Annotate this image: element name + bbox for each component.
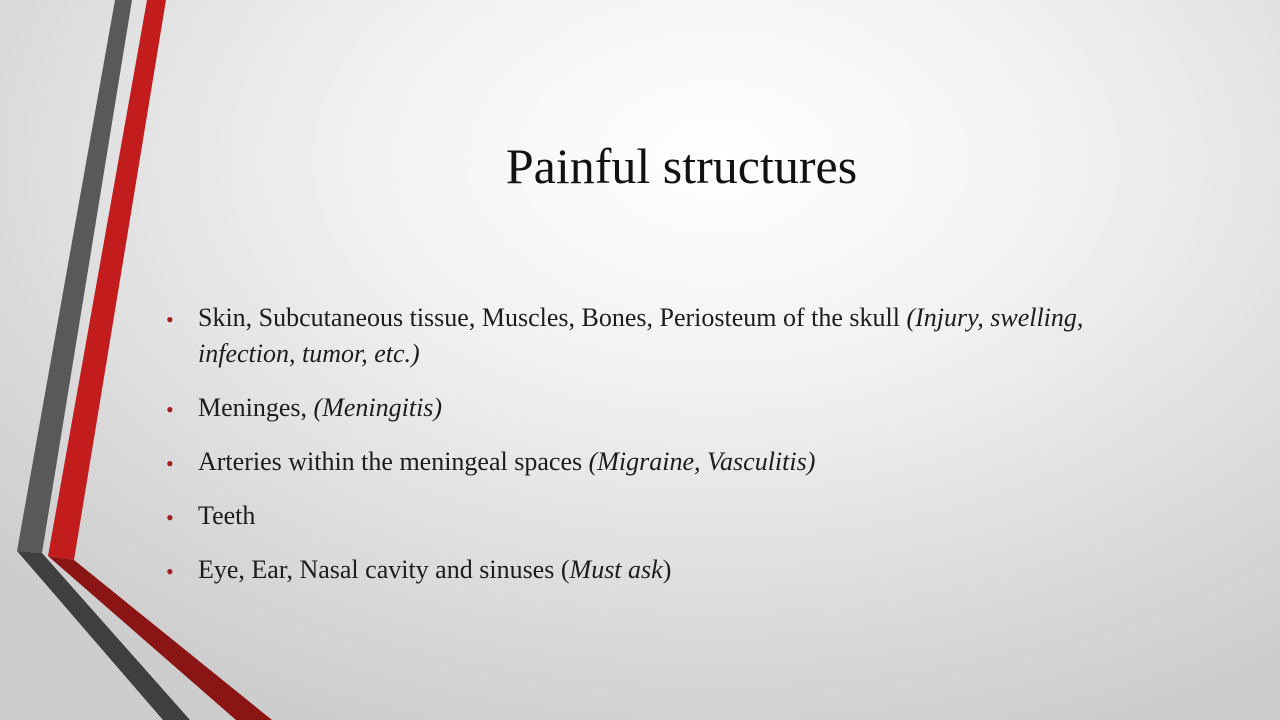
slide-title: Painful structures <box>505 138 858 194</box>
bullet-item <box>166 390 1166 426</box>
bullet-note: (Meningitis) <box>313 393 443 422</box>
bullet-item <box>166 498 1166 534</box>
bullet-item <box>166 300 1166 372</box>
bullet-paren-open: ( <box>560 555 570 584</box>
bullet-item <box>166 552 1166 588</box>
bullet-marker-icon: • <box>166 451 174 476</box>
bullet-note: Must ask <box>569 555 663 584</box>
bullet-text: Skin, Subcutaneous tissue, Muscles, Bones, Periosteum of the skull <box>198 303 907 332</box>
bullet-item <box>166 444 1166 480</box>
bullet-list <box>166 300 1166 606</box>
bullet-marker-icon: • <box>166 307 174 332</box>
bullet-marker-icon: • <box>166 505 174 530</box>
bullet-note: (Migraine, Vasculitis) <box>588 447 816 476</box>
bullet-text: Eye, Ear, Nasal cavity and sinuses <box>198 555 561 584</box>
bullet-text: Teeth <box>198 501 256 530</box>
bullet-text: Meninges, <box>198 393 314 422</box>
bullet-paren-close: ) <box>662 555 672 584</box>
bullet-marker-icon: • <box>166 397 174 422</box>
bullet-marker-icon: • <box>166 559 174 584</box>
bullet-note: (Injury, swelling, infection, tumor, etc.) <box>198 303 1084 368</box>
bullet-text: Arteries within the meningeal spaces <box>198 447 589 476</box>
